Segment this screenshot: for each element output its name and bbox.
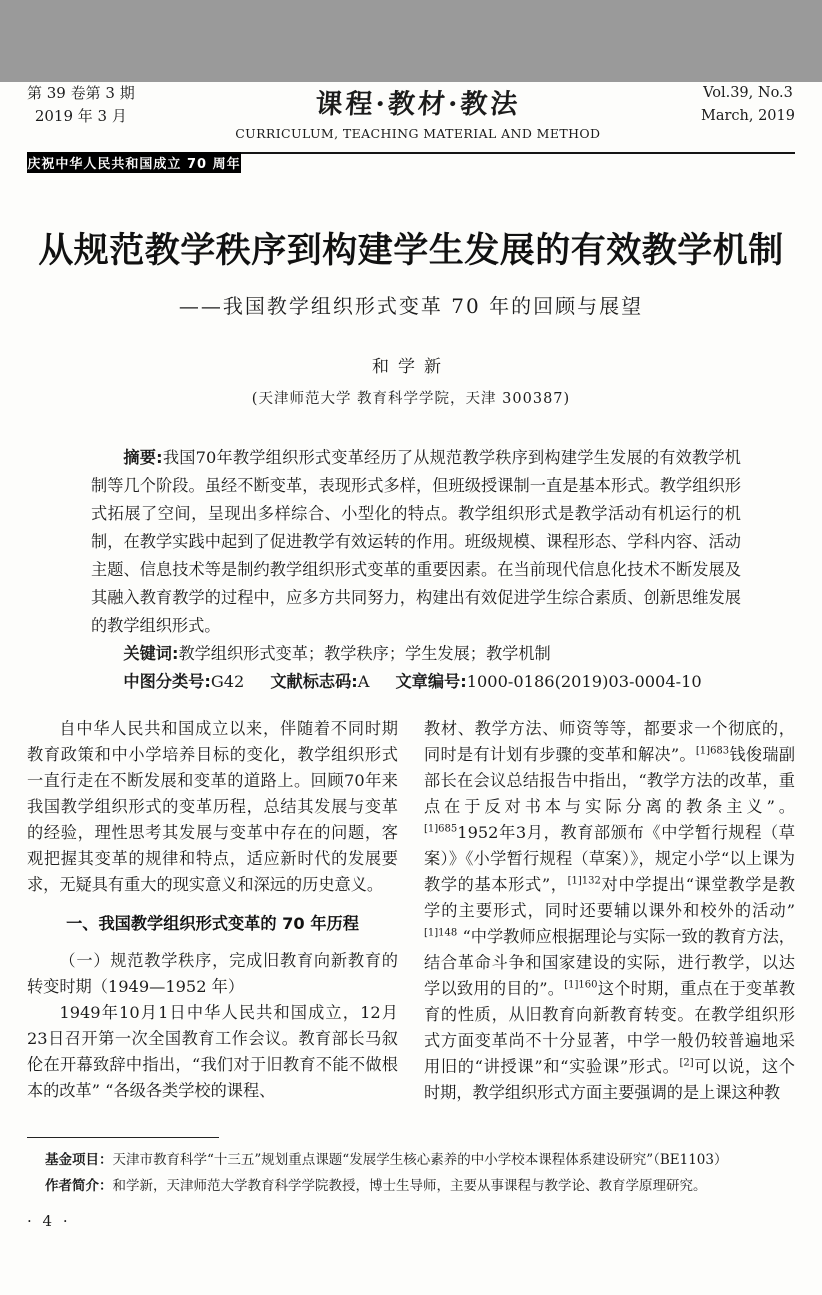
citation-ref: [1]148 xyxy=(424,927,458,939)
citation-ref: [1]132 xyxy=(567,875,601,887)
keywords-line xyxy=(91,640,741,668)
article-subtitle: ——我国教学组织形式变革 70 年的回顾与展望 xyxy=(178,294,644,318)
author-bio xyxy=(27,1173,795,1199)
keywords-label: 关键词: xyxy=(123,644,179,663)
classification-line xyxy=(91,668,741,696)
body-paragraph: 教材、教学方法、师资等等，都要求一个彻底的，同时是有计划有步骤的变革和解决”。$^{[1]683}$钱俊瑞副部长在会议总结报告中指出，“教学方法的改革，重点在于反对书本与实际分离的教条主义”。$^{[1]685}$1952年3月，教育部颁布《中学暂行规程（草案）》《小学暂行规程（草案）》，规定小学“以上课为教学的基本形式”，$^{[1]132}$对中学提出“课堂教学是教学的主要形式，同时还要辅以课外和校外的活动”$^{[1]148}$ “中学教师应根据理论与实际一致的教育方法，结合革命斗争和国家建设的实际，进行教学，以达学以致用的目的”。$^{[1]160}$这个时期，重点在于变革教育的性质，从旧教育向新教育转变。在教学组织形式方面变革尚不十分显著，中学一般仍较普遍地采用旧的“讲授课”和“实验课”形式。[2]可以说，这个时期，教学组织形式方面主要强调的是上课这种教 xyxy=(424,719,796,1102)
journal-logo-en: CURRICULUM, TEACHING MATERIAL AND METHOD xyxy=(235,126,601,141)
footnote-rule xyxy=(27,1137,219,1138)
citation-ref: [1]685 xyxy=(424,823,458,835)
journal-header xyxy=(27,82,795,141)
body-paragraph: 自中华人民共和国成立以来，伴随着不同时期教育政策和中小学培养目标的变化，教学组织形式一直行走在不断发展和变革的道路上。回顾70年来我国教学组织形式的变革历程，总结其发展与变革的经验，理性思考其发展与变革中存在的问题，客观把握其变革的规律和特点，适应新时代的发展要求，无疑具有重大的现实意义和深远的历史意义。 xyxy=(27,719,398,894)
article-id-value: 1000-0186(2019)03-0004-10 xyxy=(466,672,702,691)
abstract-text: 我国70年教学组织形式变革经历了从规范教学秩序到构建学生发展的有效教学机制等几个阶段。虽经不断变革，表现形式多样，但班级授课制一直是基本形式。教学组织形式拓展了空间，呈现出多样综合、小型化的特点。教学组织形式是教学活动有机运行的机制，在教学实践中起到了促进教学有效运转的作用。班级规模、课程形态、学科内容、活动主题、信息技术等是制约教学组织形式变革的重要因素。在当前现代信息化技术不断发展及其融入教育教学的过程中，应多方共同努力，构建出有效促进学生综合素质、创新思维发展的教学组织形式。 xyxy=(91,448,741,635)
header-rule-row xyxy=(27,152,795,173)
body-column-right xyxy=(424,716,795,1134)
anniversary-banner: 庆祝中华人民共和国成立 70 周年 xyxy=(27,152,241,173)
citation-ref: [2] xyxy=(679,1057,694,1069)
bio-text: 和学新，天津师范大学教育科学学院教授，博士生导师，主要从事课程与教学论、教育学原理研究。 xyxy=(112,1178,707,1194)
clc-value: G42 xyxy=(210,672,245,691)
journal-volume-issue: 第 39 卷第 3 期 xyxy=(27,84,135,102)
citation-ref: [1]683 xyxy=(695,745,730,757)
journal-date-cn: 2019 年 3 月 xyxy=(34,107,127,125)
section-heading: 一、我国教学组织形式变革的 70 年历程 xyxy=(66,914,359,933)
citation-ref: [1]160 xyxy=(564,979,598,991)
journal-issue-block-en xyxy=(701,82,795,128)
journal-page xyxy=(0,82,822,1295)
journal-issue-block xyxy=(27,82,135,128)
bio-label: 作者简介： xyxy=(45,1178,113,1194)
journal-masthead xyxy=(135,82,701,141)
subsection-heading: （一）规范教学秩序，完成旧教育向新教育的转变时期（1949—1952 年） xyxy=(27,951,398,996)
fund-label: 基金项目： xyxy=(45,1152,113,1168)
doc-code-value: A xyxy=(357,672,370,691)
doc-code-label: 文献标志码: xyxy=(270,672,358,691)
fund-note xyxy=(27,1147,795,1173)
fund-text: 天津市教育科学“十三五”规划重点课题“发展学生核心素养的中小学校本课程体系建设研究”（BE1103） xyxy=(112,1152,728,1168)
author-affiliation: (天津师范大学 教育科学学院，天津 300387) xyxy=(251,391,571,407)
article-title: 从规范教学秩序到构建学生发展的有效教学机制 xyxy=(38,231,784,271)
abstract-paragraph xyxy=(91,444,741,640)
abstract-label: 摘要: xyxy=(123,448,163,467)
abstract-block xyxy=(91,444,741,696)
page-footer xyxy=(27,1147,795,1234)
author-name: 和学新 xyxy=(372,357,450,377)
journal-logo: 课程·教材·教法 xyxy=(314,89,522,120)
page-number: · 4 · xyxy=(27,1212,71,1230)
keywords-text: 教学组织形式变革；教学秩序；学生发展；教学机制 xyxy=(178,644,551,663)
body-columns xyxy=(27,716,795,1134)
article-id-label: 文章编号: xyxy=(395,672,467,691)
journal-date-en: March, 2019 xyxy=(700,108,795,124)
clc-label: 中图分类号: xyxy=(123,672,211,691)
journal-volume-en: Vol.39, No.3 xyxy=(703,85,793,101)
body-column-left xyxy=(27,716,398,1134)
body-paragraph: 1949年10月1日中华人民共和国成立，12月23日召开第一次全国教育工作会议。教育部长马叙伦在开幕致辞中指出，“我们对于旧教育不能不做根本的改革” “各级各类学校的课程、 xyxy=(27,1003,398,1100)
